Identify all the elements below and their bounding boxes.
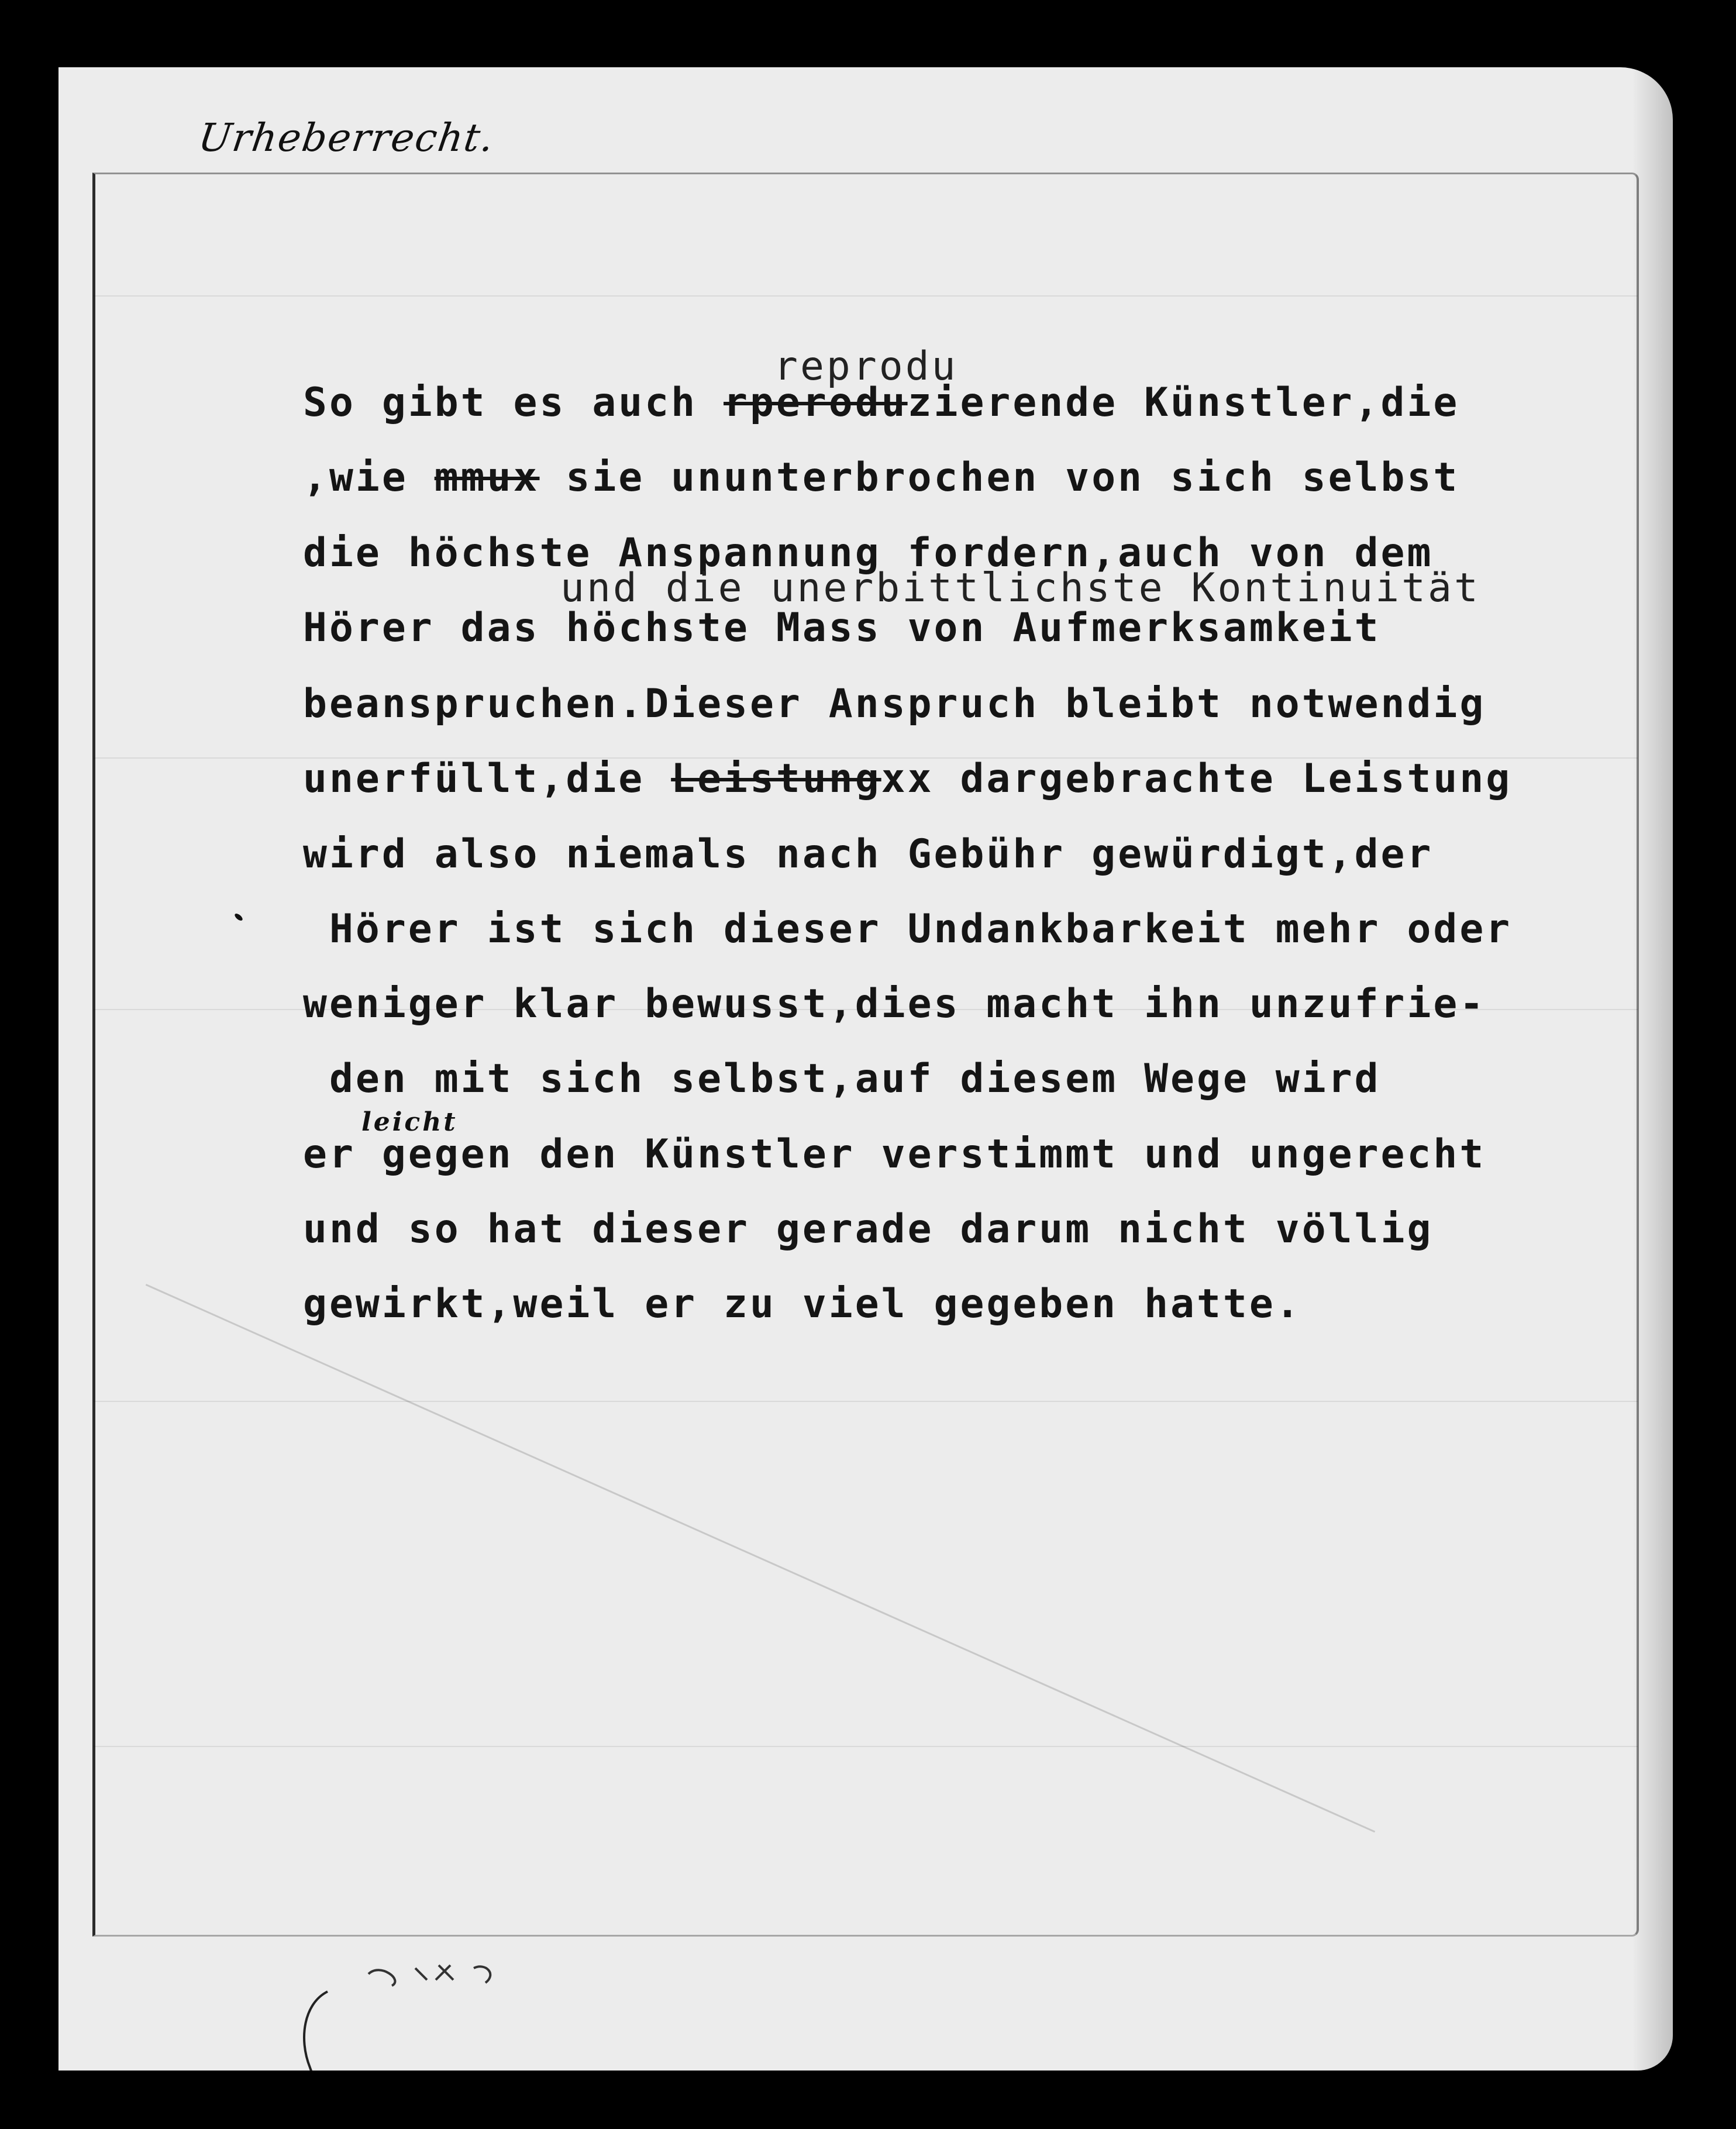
text-line-8: Hörer ist sich dieser Undankbarkeit mehr oder xyxy=(303,906,1513,952)
struck-text: rperodu xyxy=(724,380,908,426)
text-line-1 xyxy=(303,380,1460,426)
ruled-line xyxy=(94,1746,1638,1747)
ink-scribble-icon xyxy=(263,1951,591,2071)
struck-text: mmux xyxy=(434,454,540,501)
ruled-line xyxy=(94,1401,1638,1402)
text-line-13: gewirkt,weil er zu viel gegeben hatte. xyxy=(303,1281,1302,1327)
text-line-4: Hörer das höchste Mass von Aufmerksamkeit xyxy=(303,605,1381,651)
struck-text: Leistung xyxy=(671,756,881,802)
typed-body xyxy=(303,67,1531,1380)
line-text: xx dargebrachte Leistung xyxy=(881,756,1513,802)
handwritten-header: Urheberrecht. xyxy=(195,115,498,160)
line-text: So gibt es auch xyxy=(303,380,724,426)
insert-reprodu: reprodu xyxy=(774,343,958,390)
text-line-2 xyxy=(303,454,1460,501)
insert-kontinuitaet: und die unerbittlichste Kontinuität xyxy=(560,565,1480,611)
text-line-12: und so hat dieser gerade darum nicht völlig xyxy=(303,1206,1434,1252)
document-page xyxy=(58,67,1673,2071)
text-line-10: den mit sich selbst,auf diesem Wege wird xyxy=(303,1056,1381,1102)
text-line-6 xyxy=(303,756,1513,802)
line-text: ,wie xyxy=(303,454,435,501)
text-line-11: er gegen den Künstler verstimmt und ungerecht xyxy=(303,1131,1486,1177)
line-text: sie ununterbrochen von sich selbst xyxy=(539,454,1460,501)
text-line-3: die höchste Anspannung fordern,auch von dem xyxy=(303,530,1434,576)
text-line-5: beanspruchen.Dieser Anspruch bleibt notwendig xyxy=(303,681,1486,727)
text-line-9: weniger klar bewusst,dies macht ihn unzufrie- xyxy=(303,981,1486,1027)
text-line-7: wird also niemals nach Gebühr gewürdigt,der xyxy=(303,831,1434,877)
line-text: zierende Künstler,die xyxy=(907,380,1460,426)
handwritten-insert-leicht: leicht xyxy=(361,1107,458,1137)
line-text: unerfüllt,die xyxy=(303,756,671,802)
